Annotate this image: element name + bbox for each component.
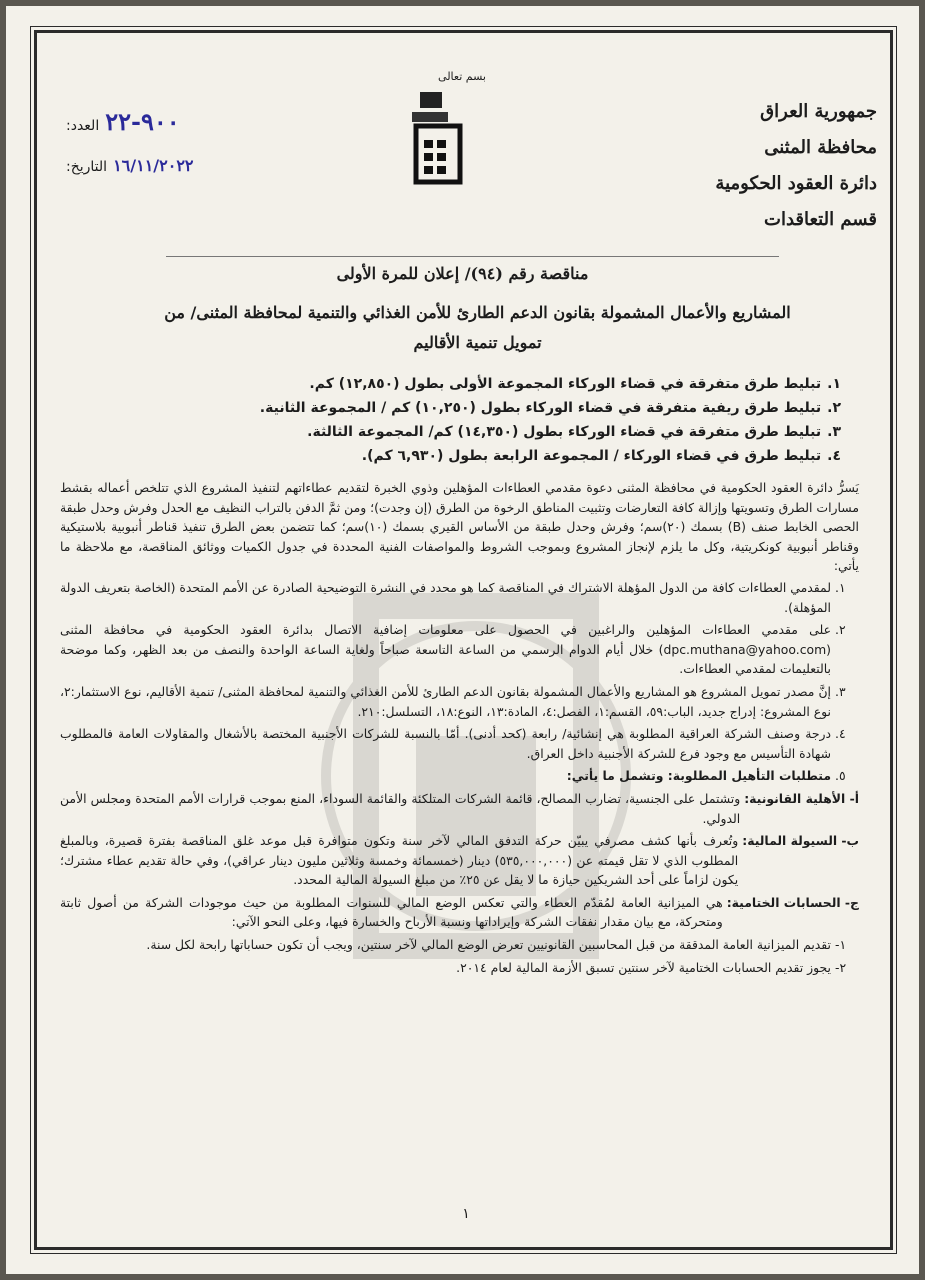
project-item xyxy=(121,444,841,468)
qualification-label: أ- الأهلية القانونية: xyxy=(744,790,859,806)
condition-item xyxy=(60,620,859,679)
reference-date: ١٦/١١/٢٠٢٢ xyxy=(113,156,194,175)
condition-text: لمقدمي العطاءات كافة من الدول المؤهلة الاشتراك في المناقصة كما هو محدد في النشرة التوضيحية الصادرة عن الأمم المتحدة (الخاصة بتعريف الدولة المؤهلة). xyxy=(60,579,831,615)
reference-block xyxy=(66,102,194,187)
accounts-note xyxy=(60,935,859,955)
project-item xyxy=(121,396,841,420)
subtitle-line: تمويل تنمية الأقاليم xyxy=(413,333,542,352)
contact-text-end: ) خلال أيام الدوام الرسمي من الساعة التاسعة صباحاً ولغاية الساعة الواحدة والنصف من بعد الظهر، وكما موضحة بالتعليمات لمقدمي العطاءات. xyxy=(60,641,831,677)
accounts-note xyxy=(60,958,859,978)
qualification-text: هي الميزانية العامة لمُقدّم العطاء والتي تعكس الوضع المالي للسنوات المطلوبة من حيث موجودات الشركة من أصول ثابتة ومتحركة، مع بيان مقدار نفقات الشركة وإيراداتها ونسبة الأرباح والخسارة فيها، وعلى النحو الآتي: xyxy=(60,894,723,930)
header-divider xyxy=(166,256,779,257)
project-item xyxy=(121,372,841,396)
project-number: ٢. xyxy=(827,400,841,416)
qualification-label: ج- الحسابات الختامية: xyxy=(726,894,859,910)
project-number: ٤. xyxy=(827,448,841,464)
tender-body xyxy=(60,478,859,980)
date-label: التاريخ: xyxy=(66,159,108,175)
condition-item xyxy=(60,682,859,721)
tender-title: مناقصة رقم (٩٤)/ إعلان للمرة الأولى xyxy=(336,264,589,283)
issuer-line: قسم التعاقدات xyxy=(764,209,877,230)
qualification-text: وتشتمل على الجنسية، تضارب المصالح، قائمة الشركات المتلكئة والقائمة السوداء، المنع بموجب قرارات الأمم المتحدة ومجلس الأمن الدولي. xyxy=(60,790,741,826)
qualification-item xyxy=(60,831,859,890)
issuer-line: محافظة المثنى xyxy=(764,137,877,158)
condition-text: درجة وصنف الشركة العراقية المطلوبة هي إنشائية/ رابعة (كحد أدنى). أمّا بالنسبة للشركات الأجنبية المختصة بالأشغال والمقاولات العامة فالمطلوب شهادة التأسيس مع وجود فرع للشركة الأجنبية داخل العراق. xyxy=(60,726,831,761)
issuer-line: دائرة العقود الحكومية xyxy=(715,173,877,194)
condition-number: ٥. xyxy=(835,768,846,784)
condition-text xyxy=(60,620,831,679)
condition-number: ٣. xyxy=(835,683,846,699)
condition-number: ٢. xyxy=(835,622,846,638)
condition-text: متطلبات التأهيل المطلوبة: وتشمل ما يأتي: xyxy=(566,768,831,784)
project-number: ٣. xyxy=(827,424,841,440)
project-list xyxy=(121,372,841,468)
contact-email: dpc.muthana@yahoo.com xyxy=(663,641,827,657)
subtitle-line: المشاريع والأعمال المشمولة بقانون الدعم الطارئ للأمن الغذائي والتنمية لمحافظة المثنى/ من xyxy=(164,303,791,322)
condition-item xyxy=(60,766,859,786)
project-text: تبليط طرق متفرقة في قضاء الوركاء المجموعة الأولى بطول (١٢,٨٥٠) كم. xyxy=(309,376,822,392)
condition-number: ١. xyxy=(835,579,846,595)
project-text: تبليط طرق متفرقة في قضاء الوركاء بطول (١٤,٣٥٠) كم/ المجموعة الثالثة. xyxy=(307,424,822,440)
issuer-line: جمهورية العراق xyxy=(760,101,877,122)
project-number: ١. xyxy=(827,376,841,392)
tender-subtitle xyxy=(96,298,859,358)
project-item xyxy=(121,420,841,444)
page-number: ١ xyxy=(462,1206,470,1222)
project-text: تبليط طرق ريفية متفرقة في قضاء الوركاء بطول (١٠,٢٥٠) كم / المجموعة الثانية. xyxy=(259,400,822,416)
note-text: تقديم الميزانية العامة المدققة من قبل المحاسبين القانونيين تعرض الوضع المالي لآخر سنتين، ويجب أن تكون حساباتها رابحة لكل سنة. xyxy=(146,937,831,953)
department-logo-icon xyxy=(406,86,470,186)
contact-text-start: على مقدمي العطاءات المؤهلين والراغبين في الحصول على معلومات إضافية الاتصال بدائرة العقود الحكومية في محافظة المثنى ( xyxy=(60,622,831,657)
reference-number: ٩٠٠-٢٢ xyxy=(105,107,180,136)
number-label: العدد: xyxy=(66,118,100,134)
note-number: ٢- xyxy=(835,959,847,975)
issuer-block xyxy=(715,94,877,238)
qualification-item xyxy=(60,789,859,828)
qualification-label: ب- السيولة المالية: xyxy=(742,833,859,849)
note-text: يجوز تقديم الحسابات الختامية لآخر سنتين تسبق الأزمة المالية لعام ٢٠١٤. xyxy=(456,959,831,975)
condition-item xyxy=(60,578,859,617)
condition-number: ٤. xyxy=(835,726,846,742)
qualification-item xyxy=(60,893,859,932)
intro-paragraph: يَسرُّ دائرة العقود الحكومية في محافظة المثنى دعوة مقدمي العطاءات المؤهلين وذوي الخبرة لتقديم عطاءاتهم لتنفيذ المشروع الذي تتلخص أعماله بقشط مسارات الطرق وتسويتها وإزالة كافة التعارضات وتثبيت المناطق الرخوة من الطرق (إن وجدت)؛ ومن ثمَّ الدفن بالتراب النظيف مع الحدل وفرش وحدل طبقة الحصى الخابط صنف (B) بسمك (٢٠)سم؛ وفرش وحدل طبقة من الأساس القيري بسمك (١٠)سم؛ كما تتضمن بعض الطرق تنفيذ قناطر أنبوبية بلاستيكية وقناطر أنبوبية كونكريتية، وكل ما يلزم لإنجاز المشروع وبموجب الشروط والمواصفات الفنية المحددة في جدول الكميات ووثائق المناقصة، مع ملاحظة ما يأتي: xyxy=(60,480,859,574)
condition-text: إنَّ مصدر تمويل المشروع هو المشاريع والأعمال المشمولة بقانون الدعم الطارئ للأمن الغذائي والتنمية لمحافظة المثنى/ تنمية الأقاليم، نوع الاستثمار:٢، نوع المشروع: إدراج جديد، الباب:٥٩، القسم:١، الفصل:٤، المادة:١٣، النوع:١٨، التسلسل:٢١٠. xyxy=(60,683,831,719)
project-text: تبليط طرق في قضاء الوركاء / المجموعة الرابعة بطول (٦,٩٣٠ كم). xyxy=(361,448,822,464)
condition-item xyxy=(60,724,859,763)
qualification-text: وتُعرف بأنها كشف مصرفي يبيّن حركة التدفق المالي لآخر سنة وتكون متوافرة قبل موعد غلق المناقصة بفترة قصيرة، وبالمبلغ المطلوب الذي لا تقل قيمته عن (٥٣٥,٠٠٠,٠٠٠) دينار (خمسمائة وخمسة وثلاثين مليون دينار عراقي)، وفي حالة تقديم عطاء مشترك؛ يكون لزاماً على أحد الشريكين حيازة ما لا يقل عن ٢٥٪ من مبلغ السيولة المالية المحدد. xyxy=(60,833,739,888)
basmala: بسم تعالى xyxy=(438,70,486,83)
note-number: ١- xyxy=(835,937,847,953)
document-page xyxy=(6,6,919,1274)
